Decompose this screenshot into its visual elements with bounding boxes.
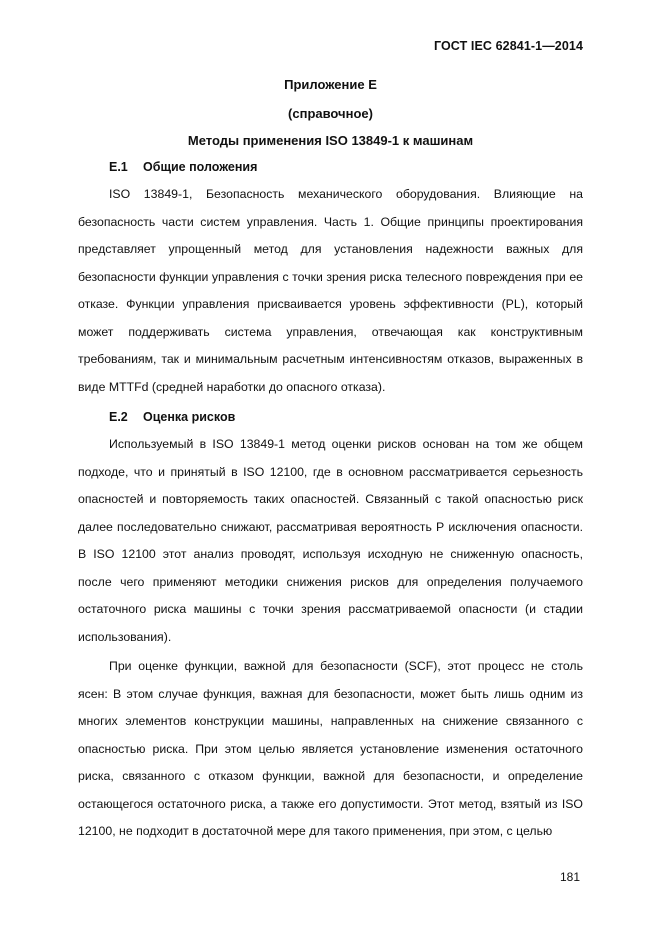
section-heading-e1 — [109, 160, 257, 174]
page-number: 181 — [559, 870, 580, 884]
standard-header: ГОСТ IEC 62841-1—2014 — [433, 39, 583, 53]
section-e2-paragraph-1: Используемый в ISO 13849-1 метод оценки рисков основан на том же общем подходе, что и принятый в ISO 12100, где в основном рассматривается серьезность опасностей и повторяемость таких опасностей. Связанный с такой опасностью риск далее последовательно снижают, рассматривая вероятность Р исключения опасности. В ISO 12100 этот анализ проводят, используя исходную не сниженную опасность, после чего применяют методики снижения рисков для определения получаемого остаточного риска машины с точки зрения рассматриваемой опасности (и стадии использования). — [78, 437, 583, 644]
section-number: Е.1 — [109, 160, 128, 174]
section-e1-paragraph: ISO 13849-1, Безопасность механического оборудования. Влияющие на безопасность части систем управления. Часть 1. Общие принципы проектирования представляет упрощенный метод для установления надежности важных для безопасности функции управления с точки зрения риска телесного повреждения при ее отказе. Функции управления присваивается уровень эффективности (PL), который может поддерживать система управления, отвечающая как конструктивным требованиям, так и минимальным расчетным интенсивностям отказов, выраженных в виде MTTFd (средней наработки до опасного отказа). — [78, 187, 583, 394]
section-title: Оценка рисков — [143, 410, 236, 424]
section-e2-paragraph-2: При оценке функции, важной для безопасности (SCF), этот процесс не столь ясен: В этом случае функция, важная для безопасности, может быть лишь одним из многих элементов конструкции машины, направленных на снижение связанного с опасностью риска. При этом целью является установление изменения остаточного риска, связанного с отказом функции, важной для безопасности, и определение остающегося остаточного риска, а также его допустимости. Этот метод, взятый из ISO 12100, не подходит в достаточной мере для такого применения, при этом, с целью — [78, 659, 583, 838]
appendix-title: Приложение Е — [284, 77, 377, 92]
section-number: Е.2 — [109, 410, 128, 424]
section-heading-e2 — [109, 410, 235, 424]
appendix-subtitle: (справочное) — [288, 106, 373, 121]
appendix-heading: Методы применения ISO 13849-1 к машинам — [187, 133, 474, 148]
section-title: Общие положения — [143, 160, 258, 174]
